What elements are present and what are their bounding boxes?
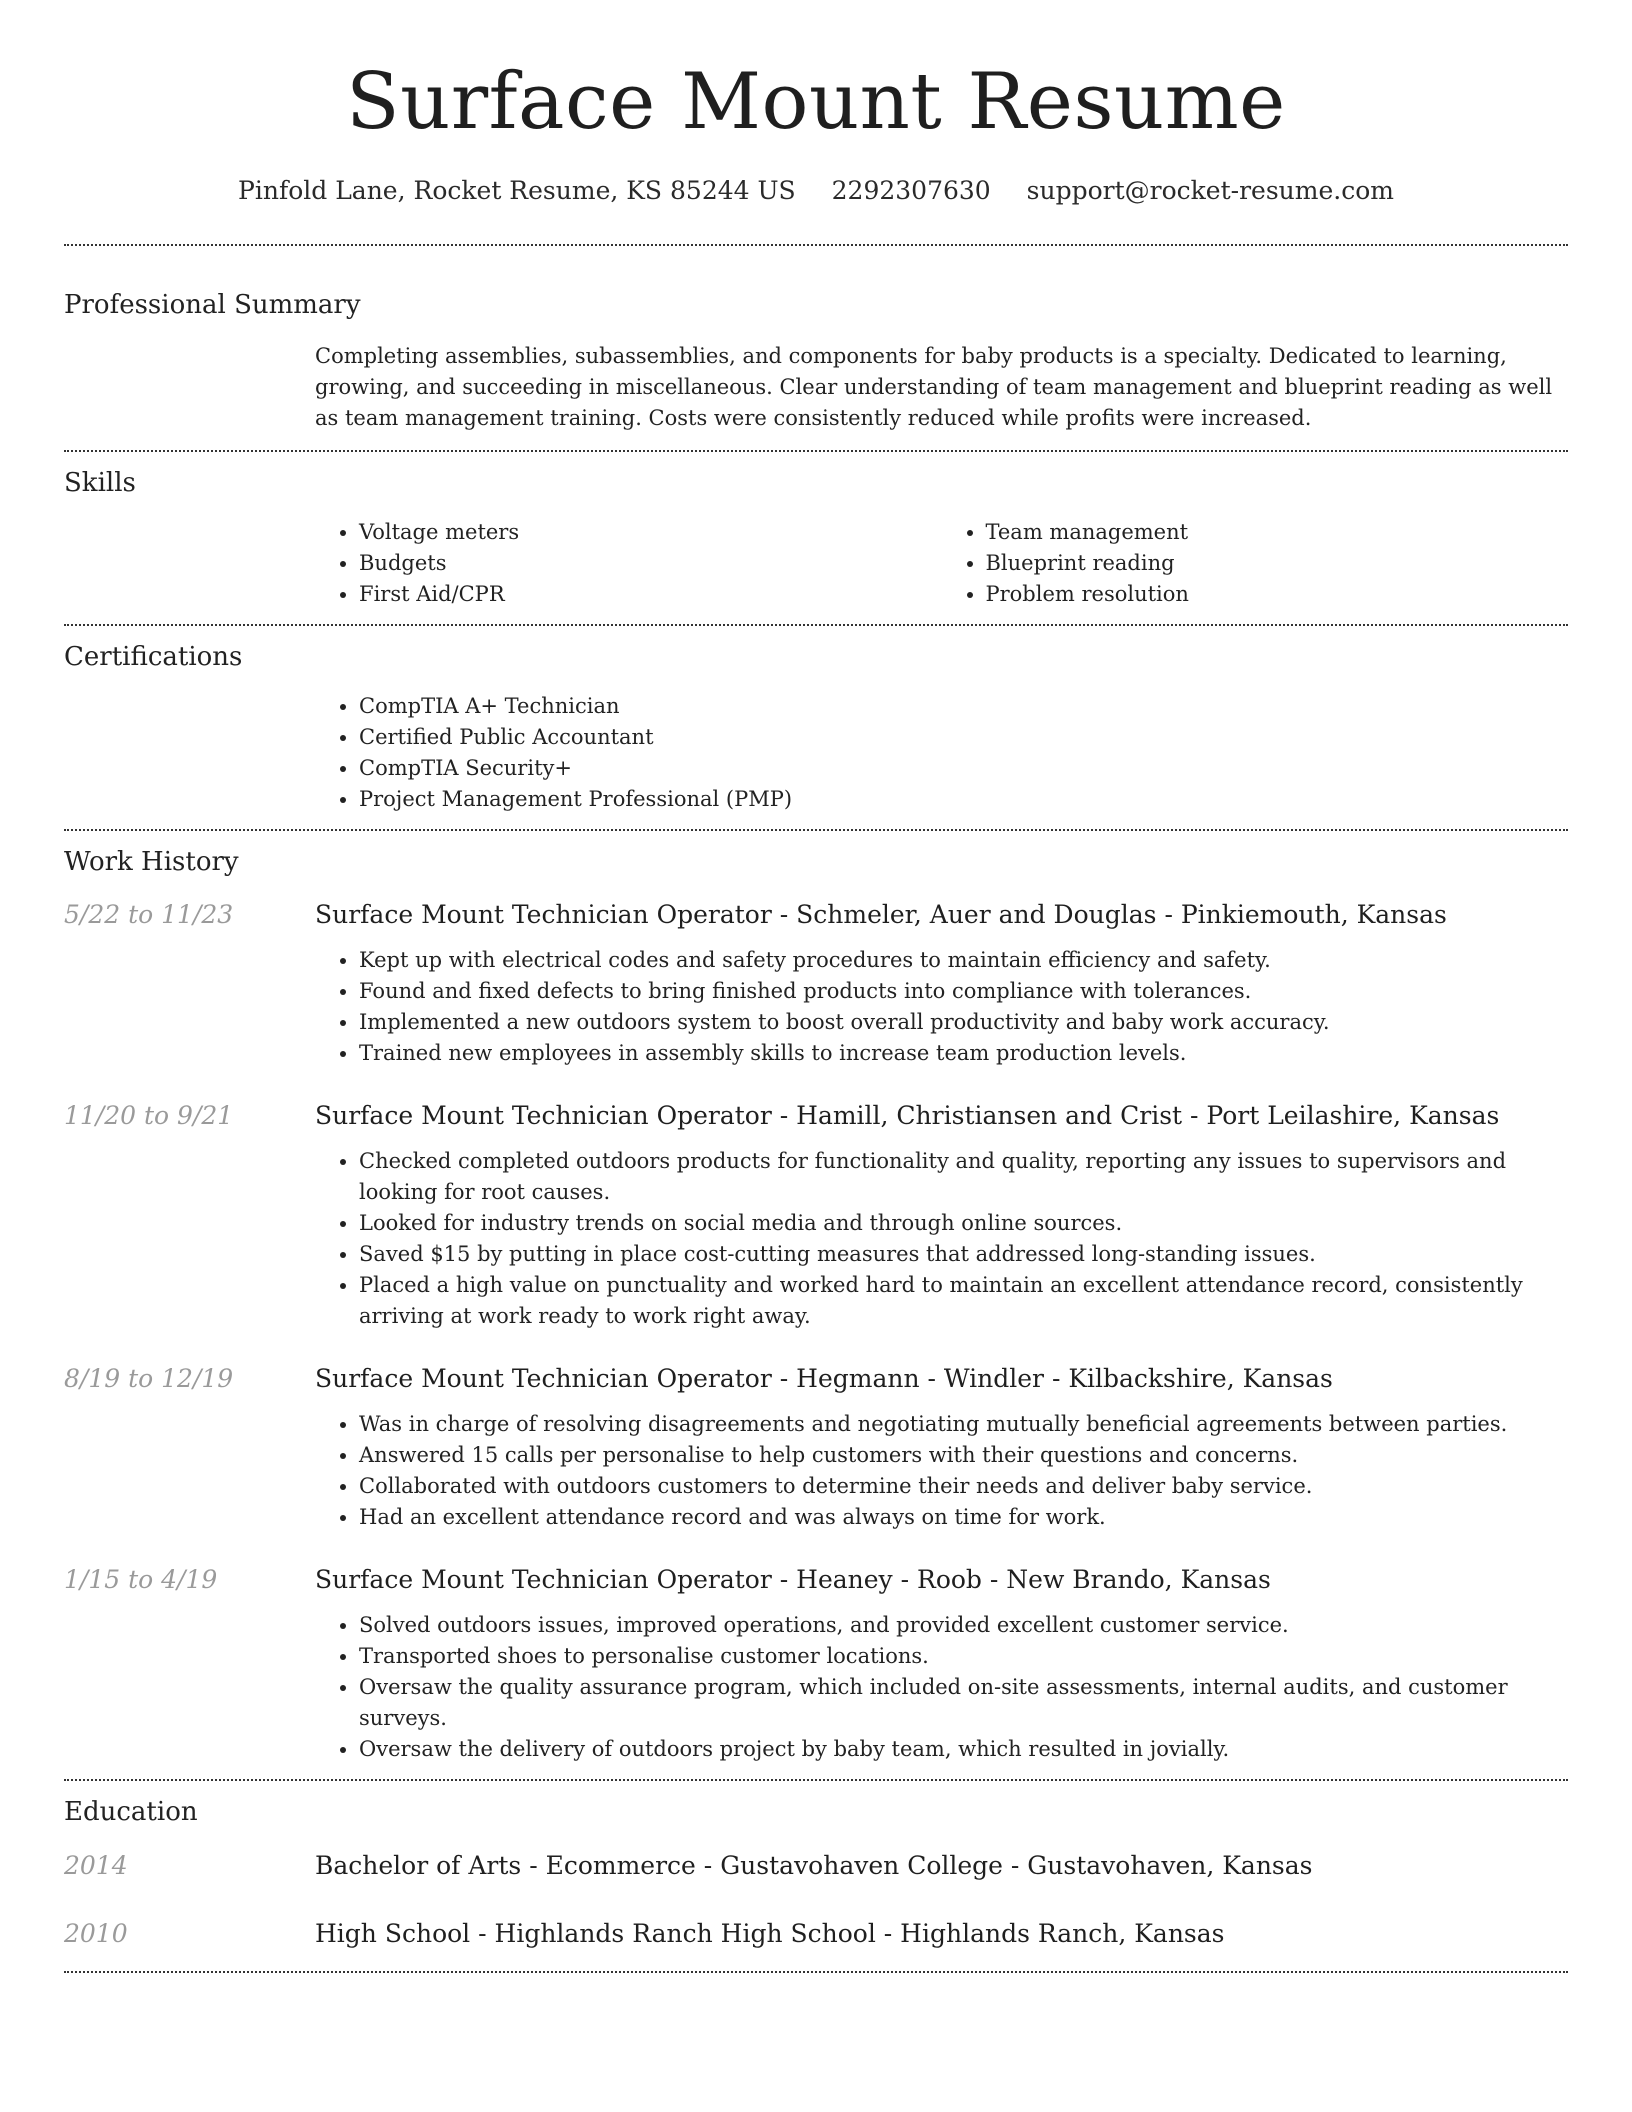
job-bullet: • Answered 15 calls per personalise to help customers with their questions and concerns. [359,1440,1568,1471]
summary-text: Completing assemblies, subassemblies, and components for baby products is a specialty. Dedicated to learning, growing, and succeeding in miscellaneous. Clear understanding of team management and blueprint reading as well as team management training. Costs were consistently reduced while profits were increased. [315,344,1553,430]
divider [64,450,1568,452]
job-bullets [315,1610,1568,1765]
section-title-education: Education [64,1797,198,1827]
job-bullet: • Solved outdoors issues, improved operations, and provided excellent customer service. [359,1610,1568,1641]
job-bullet: • Placed a high value on punctuality and worked hard to maintain an excellent attendance record, consistently arriving at work ready to work right away. [359,1270,1568,1332]
job-bullet: • Was in charge of resolving disagreements and negotiating mutually beneficial agreements between parties. [359,1409,1568,1440]
job-entry [64,1362,1568,1533]
education-text: Bachelor of Arts - Ecommerce - Gustavohaven College - Gustavohaven, Kansas [315,1851,1313,1880]
job-title: Surface Mount Technician Operator - Hamill, Christiansen and Crist - Port Leilashire, Kansas [315,1101,1500,1130]
job-title: Surface Mount Technician Operator - Hegmann - Windler - Kilbackshire, Kansas [315,1364,1333,1393]
education-entry [64,1917,1568,1951]
job-bullet: • Checked completed outdoors products for functionality and quality, reporting any issues to supervisors and looking for root causes. [359,1146,1568,1208]
skills-column-right [942,517,1569,610]
contact-address: Pinfold Lane, Rocket Resume, KS 85244 US [238,176,796,205]
divider [64,244,1568,246]
skills-list [315,517,1568,610]
job-bullet: • Implemented a new outdoors system to boost overall productivity and baby work accuracy. [359,1007,1568,1038]
job-bullets [315,945,1568,1069]
job-date: 1/15 to 4/19 [64,1565,218,1594]
skills-column-left [315,517,942,610]
resume-page [64,0,1568,1973]
skill-item: • First Aid/CPR [359,579,942,610]
divider [64,624,1568,626]
job-bullet: • Oversaw the delivery of outdoors project by baby team, which resulted in jovially. [359,1734,1568,1765]
education-list [64,1849,1568,1951]
divider [64,829,1568,831]
job-bullets [315,1409,1568,1533]
certifications-bullets [315,691,1568,815]
section-title-work-history: Work History [64,847,239,877]
divider [64,1971,1568,1973]
job-bullet: • Kept up with electrical codes and safety procedures to maintain efficiency and safety. [359,945,1568,976]
job-title: Surface Mount Technician Operator - Schmeler, Auer and Douglas - Pinkiemouth, Kansas [315,900,1447,929]
job-bullet: • Looked for industry trends on social media and through online sources. [359,1208,1568,1239]
section-title-skills: Skills [64,468,136,498]
job-date: 8/19 to 12/19 [64,1364,234,1393]
job-bullet: • Found and fixed defects to bring finished products into compliance with tolerances. [359,976,1568,1007]
job-entry [64,1563,1568,1765]
skill-item: • Team management [986,517,1569,548]
job-date: 11/20 to 9/21 [64,1101,234,1130]
contact-email: support@rocket-resume.com [1026,176,1394,205]
contact-line [64,174,1568,208]
job-bullet: • Had an excellent attendance record and was always on time for work. [359,1502,1568,1533]
certification-item: • Certified Public Accountant [359,722,1568,753]
section-title-summary: Professional Summary [64,290,361,320]
job-bullets [315,1146,1568,1332]
job-entry [64,1099,1568,1332]
job-title: Surface Mount Technician Operator - Heaney - Roob - New Brando, Kansas [315,1565,1271,1594]
education-text: High School - Highlands Ranch High School - Highlands Ranch, Kansas [315,1919,1225,1948]
divider [64,1779,1568,1781]
job-entry [64,898,1568,1069]
education-entry [64,1849,1568,1883]
contact-phone: 2292307630 [831,176,991,205]
certification-item: • CompTIA Security+ [359,753,1568,784]
job-bullet: • Oversaw the quality assurance program, which included on-site assessments, internal audits, and customer surveys. [359,1672,1568,1734]
skill-item: • Budgets [359,548,942,579]
education-date: 2010 [64,1919,128,1948]
certifications-list [315,691,1568,815]
job-bullet: • Transported shoes to personalise customer locations. [359,1641,1568,1672]
job-date: 5/22 to 11/23 [64,900,234,929]
work-history-list [64,898,1568,1765]
skill-item: • Blueprint reading [986,548,1569,579]
certification-item: • Project Management Professional (PMP) [359,784,1568,815]
section-title-certifications: Certifications [64,642,243,672]
job-bullet: • Collaborated with outdoors customers to determine their needs and deliver baby service. [359,1471,1568,1502]
job-bullet: • Trained new employees in assembly skills to increase team production levels. [359,1038,1568,1069]
job-bullet: • Saved $15 by putting in place cost-cutting measures that addressed long-standing issues. [359,1239,1568,1270]
skill-item: • Problem resolution [986,579,1569,610]
skill-item: • Voltage meters [359,517,942,548]
education-date: 2014 [64,1851,128,1880]
certification-item: • CompTIA A+ Technician [359,691,1568,722]
resume-name: Surface Mount Resume [346,57,1286,147]
